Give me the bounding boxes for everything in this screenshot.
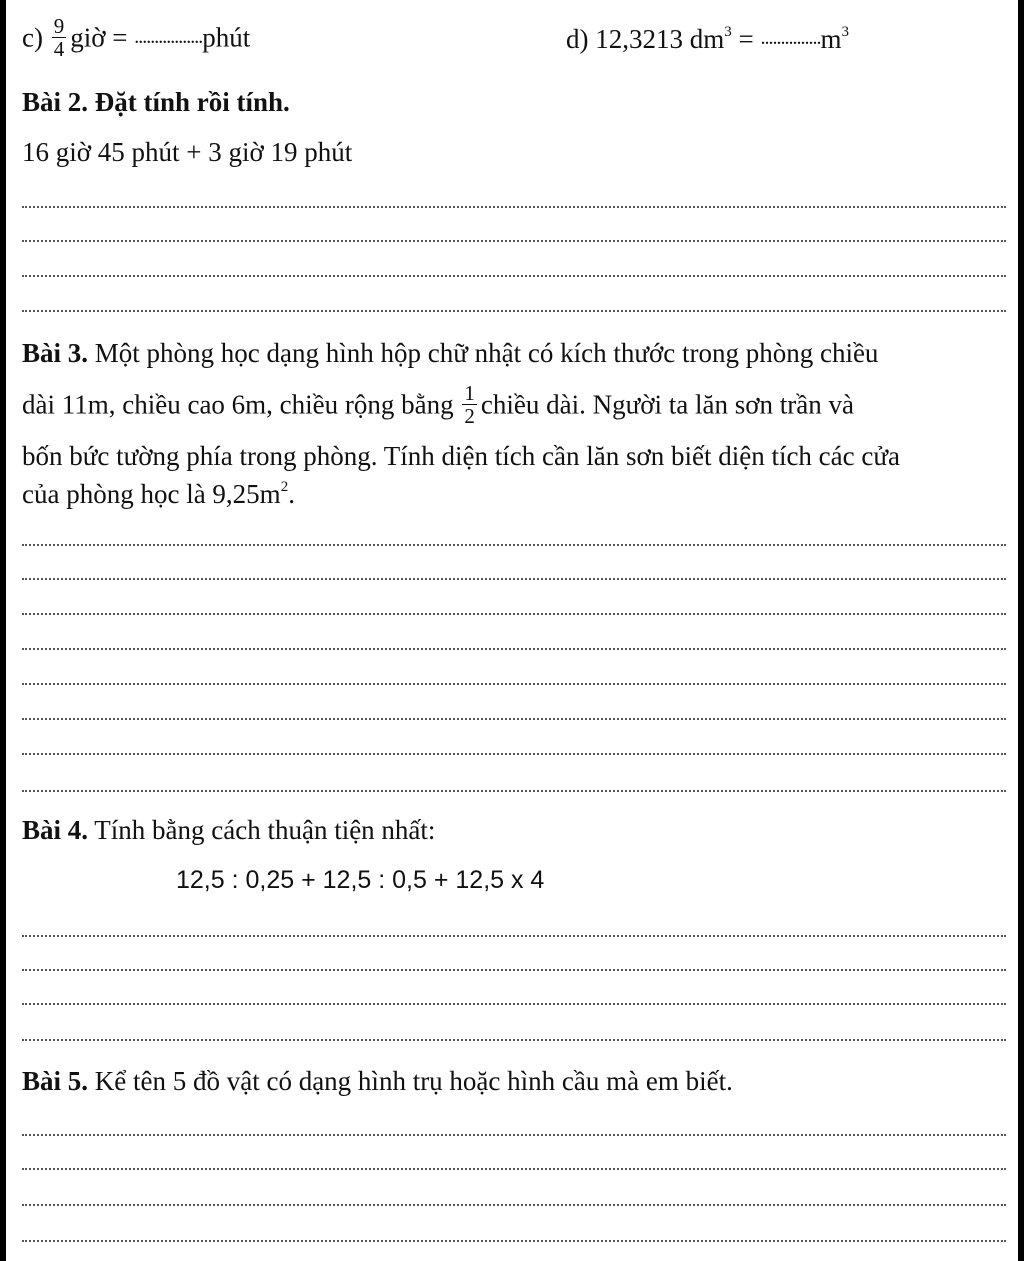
- bai3-text-4: của phòng học là 9,25m: [22, 479, 281, 509]
- bai3-line-3: bốn bức tường phía trong phòng. Tính diện tích cần lăn sơn biết diện tích các cửa: [22, 441, 900, 471]
- answer-line[interactable]: [22, 544, 1006, 546]
- answer-line[interactable]: [22, 718, 1006, 720]
- bai5-label: Bài 5.: [22, 1066, 89, 1096]
- bai5-text: Kể tên 5 đồ vật có dạng hình trụ hoặc hình cầu mà em biết.: [94, 1066, 733, 1096]
- item-d-unit-to: m: [820, 24, 842, 54]
- answer-line[interactable]: [22, 1039, 1006, 1041]
- bai3-text-2a: dài 11m, chiều cao 6m, chiều rộng bằng: [22, 389, 454, 420]
- bai3-text-1: Một phòng học dạng hình hộp chữ nhật có kích thước trong phòng chiều: [94, 338, 879, 368]
- bai3-line-4: [22, 478, 295, 510]
- answer-line[interactable]: [22, 1134, 1006, 1136]
- bai2-expression: 16 giờ 45 phút + 3 giờ 19 phút: [22, 137, 353, 167]
- bai3-exponent: 2: [280, 479, 289, 495]
- answer-blank-d[interactable]: ...............: [760, 27, 821, 49]
- answer-line[interactable]: [22, 1003, 1006, 1005]
- fraction-numerator: 9: [53, 14, 65, 38]
- answer-line[interactable]: [22, 1204, 1006, 1206]
- answer-line[interactable]: [22, 578, 1006, 580]
- answer-line[interactable]: [22, 683, 1006, 685]
- item-d-exponent: 3: [724, 24, 732, 40]
- answer-line[interactable]: [22, 310, 1006, 312]
- bai5-title: [22, 1065, 733, 1097]
- item-c-unit-from: giờ =: [70, 22, 128, 53]
- item-c: [22, 14, 251, 63]
- fraction-1-2: [462, 382, 477, 427]
- bai3-line-2: [22, 381, 854, 430]
- item-c-label: c): [22, 22, 43, 53]
- answer-line[interactable]: [22, 206, 1006, 208]
- item-c-unit-to: phút: [202, 22, 251, 53]
- bai3-text-2b: chiều dài. Người ta lăn sơn trần và: [480, 389, 854, 420]
- fraction-numerator: 1: [464, 381, 475, 405]
- answer-line[interactable]: [22, 1168, 1006, 1170]
- answer-line[interactable]: [22, 935, 1006, 937]
- answer-line[interactable]: [22, 613, 1006, 615]
- bai4-label: Bài 4.: [22, 815, 89, 845]
- item-d-unit-exponent: 3: [841, 24, 850, 40]
- item-d-value: 12,3213 dm: [595, 24, 725, 54]
- item-d-equals: =: [738, 24, 754, 54]
- fraction-denominator: 4: [53, 37, 65, 61]
- answer-line[interactable]: [22, 753, 1006, 755]
- answer-blank-c[interactable]: .................: [134, 25, 203, 48]
- answer-line[interactable]: [22, 275, 1006, 277]
- worksheet-page: [6, 0, 1018, 1261]
- answer-line[interactable]: [22, 648, 1006, 650]
- bai3-period: .: [288, 479, 295, 509]
- item-d: [566, 22, 849, 55]
- bai4-text: Tính bằng cách thuận tiện nhất:: [94, 815, 436, 845]
- answer-line[interactable]: [22, 790, 1006, 792]
- bai4-title: [22, 814, 435, 846]
- bai3-line-1: [22, 337, 878, 369]
- answer-line[interactable]: [22, 969, 1006, 971]
- bai2-title: Bài 2. Đặt tính rồi tính.: [22, 87, 290, 117]
- item-d-label: d): [566, 24, 589, 54]
- fraction-9-4: [52, 15, 67, 60]
- bai3-label: Bài 3.: [22, 338, 89, 368]
- answer-line[interactable]: [22, 240, 1006, 242]
- answer-line[interactable]: [22, 1240, 1006, 1242]
- fraction-denominator: 2: [464, 404, 475, 428]
- bai4-expression: 12,5 : 0,25 + 12,5 : 0,5 + 12,5 x 4: [176, 866, 545, 894]
